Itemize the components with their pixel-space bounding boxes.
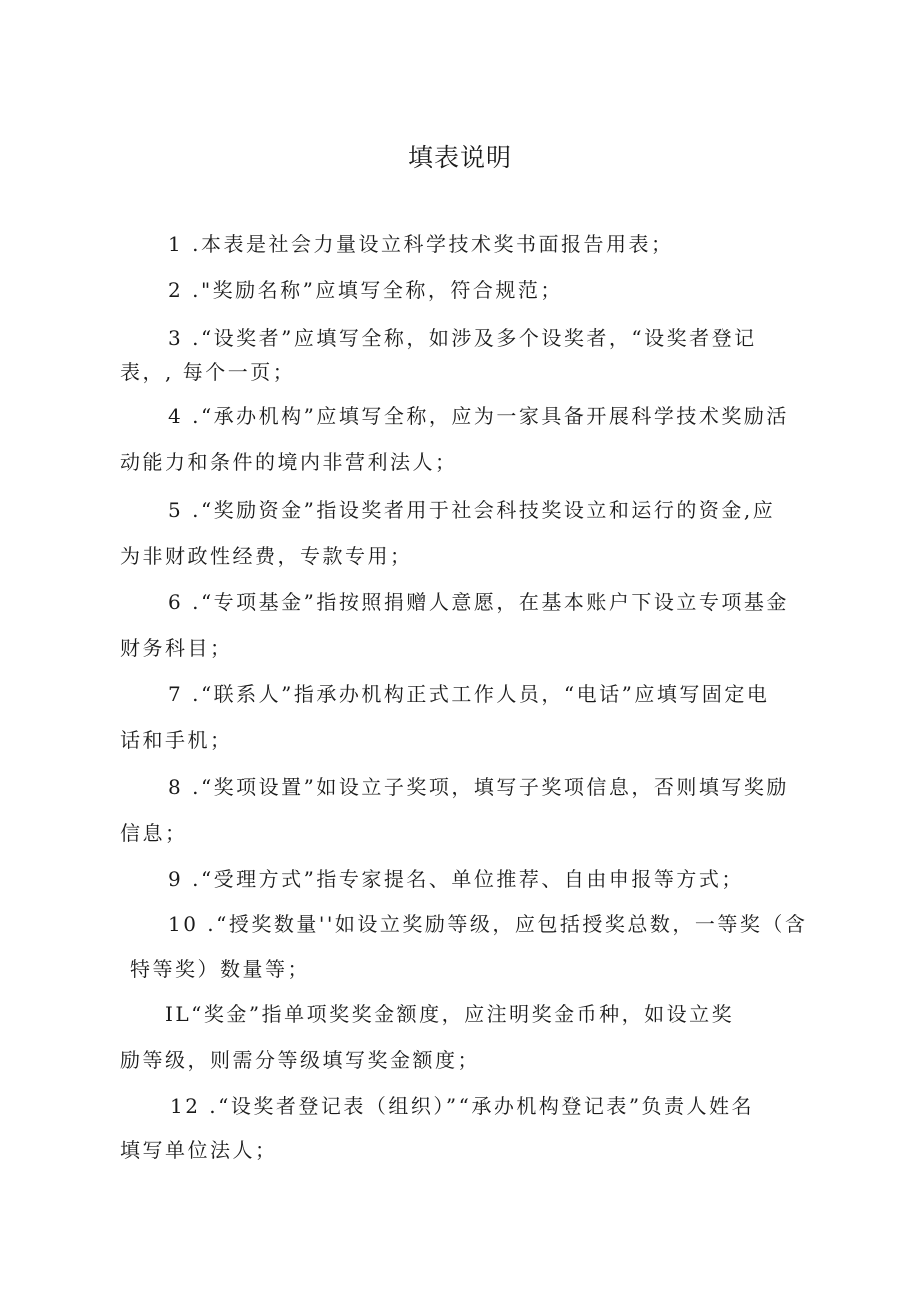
item-2-line-1: 2 ."奖励名称”应填写全称，符合规范； bbox=[168, 278, 563, 302]
item-11-line-1: IL“奖金”指单项奖奖金额度，应注明奖金币种，如设立奖 bbox=[165, 1002, 735, 1026]
page-title: 填表说明 bbox=[407, 143, 512, 172]
item-8-line-1: 8 .“奖项设置”如设立子奖项，填写子奖项信息，否则填写奖励 bbox=[168, 775, 789, 799]
item-7-line-1: 7 .“联系人”指承办机构正式工作人员，“电话”应填写固定电 bbox=[168, 682, 770, 706]
item-8-line-2: 信息； bbox=[120, 821, 188, 845]
item-10-line-1: 10 .“授奖数量''如设立奖励等级，应包括授奖总数，一等奖（含 bbox=[168, 912, 808, 936]
item-6-line-1: 6 .“专项基金”指按照捐赠人意愿，在基本账户下设立专项基金 bbox=[168, 590, 789, 614]
item-11-line-2: 励等级，则需分等级填写奖金额度； bbox=[120, 1048, 480, 1072]
item-5-line-2: 为非财政性经费，专款专用； bbox=[120, 544, 413, 568]
item-1-line-1: 1 .本表是社会力量设立科学技术奖书面报告用表； bbox=[168, 232, 674, 256]
item-10-line-2: 特等奖）数量等； bbox=[130, 957, 310, 981]
item-5-line-1: 5 .“奖励资金”指设奖者用于社会科技奖设立和运行的资金,应 bbox=[168, 498, 776, 522]
item-7-line-2: 话和手机； bbox=[120, 728, 233, 752]
item-3-line-1: 3 .“设奖者”应填写全称，如涉及多个设奖者，“设奖者登记 bbox=[168, 326, 757, 350]
item-3-line-2: 表，, 每个一页； bbox=[120, 360, 296, 384]
item-4-line-1: 4 .“承办机构”应填写全称，应为一家具备开展科学技术奖励活 bbox=[168, 404, 789, 428]
item-6-line-2: 财务科目； bbox=[120, 636, 233, 660]
item-12-line-2: 填写单位法人； bbox=[120, 1138, 278, 1162]
item-4-line-2: 动能力和条件的境内非营利法人； bbox=[120, 450, 458, 474]
item-12-line-1: 12 .“设奖者登记表（组织）”“承办机构登记表”负责人姓名 bbox=[170, 1094, 755, 1118]
item-9-line-1: 9 .“受理方式”指专家提名、单位推荐、自由申报等方式； bbox=[168, 867, 744, 891]
